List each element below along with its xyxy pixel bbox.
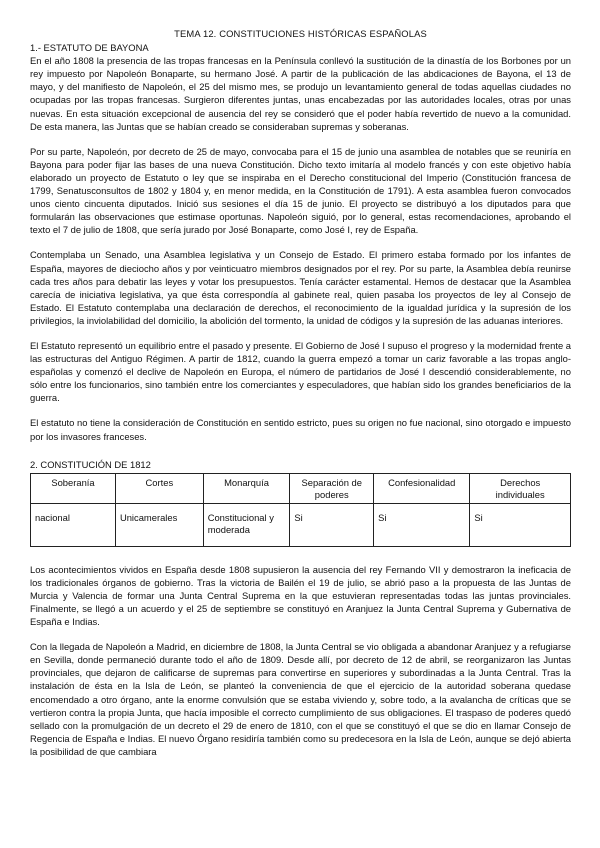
table-header-cell: Monarquía [203,473,290,503]
table-cell: Si [470,503,571,546]
constitution-summary-table [30,473,571,547]
section-1-heading: 1.- ESTATUTO DE BAYONA [30,42,149,54]
section-1-paragraph-4: El Estatuto representó un equilibrio entre el pasado y presente. El Gobierno de José I supuso el progreso y la modernidad frente a las estructuras del Antiguo Régimen. A partir de 1812, cuando la guerra empezó a tomar un cariz favorable a las tropas anglo-españolas y comenzó el declive de Napoleón en Europa, el número de partidarios de José I descendió considerablemente, no sólo entre los funcionarios, sino también entre los comerciantes y especuladores, que habían sido los grandes beneficiarios de la guerra. [30,339,571,404]
table-header-cell: Derechos individuales [470,473,571,503]
document-title: TEMA 12. CONSTITUCIONES HISTÓRICAS ESPAÑOLAS [174,28,427,39]
section-2-heading: 2. CONSTITUCIÓN DE 1812 [30,458,151,470]
table-cell: nacional [31,503,116,546]
table-header-cell: Confesionalidad [374,473,470,503]
section-1-paragraph-1: En el año 1808 la presencia de las tropas francesas en la Península conllevó la sustitución de la dinastía de los Borbones por un rey impuesto por Napoleón Bonaparte, su hermano José. A partir de la publicación de las abdicaciones de Bayona, el 13 de mayo, y del manifiesto de Napoleón, el 25 del mismo mes, se produjo un levantamiento general de todas aquellas ciudades no ocupadas por las tropas francesas. Surgieron diferentes juntas, unas encabezadas por las autoridades locales, otras por unas nuevas. En esta situación excepcional de ausencia del rey se consideró que el poder había revertido de nuevo a la comunidad. De esta manera, las Juntas que se habían creado se consideraban supremas y soberanas. [30,55,571,132]
table-cell: Si [374,503,470,546]
table-row [31,503,571,546]
table-cell: Si [290,503,374,546]
table-cell: Constitucional y moderada [203,503,290,546]
table-header-cell: Soberanía [31,473,116,503]
section-1-paragraph-2: Por su parte, Napoleón, por decreto de 25 de mayo, convocaba para el 15 de junio una asamblea de notables que se reuniría en Bayona para poder fijar las bases de una nueva Constitución. Dicho texto imitaría al modelo francés y con este objetivo había elaborado un proyecto de Estatuto o ley que se inspiraba en el Derecho constitucional del Imperio (Constitución francesa de 1799, Senatusconsultos de 1802 y 1804 y, en menor medida, en la Constitución de 1791). A esta asamblea fueron convocados unos ciento cincuenta diputados. Inició sus sesiones el día 15 de junio. El proyecto se distribuyó a los diputados para que formularán las observaciones que estimase oportunas. Napoleón siguió, por lo general, estas recomendaciones, aprobando el texto el 7 de julio de 1808, que sería jurado por José Bonaparte, como José I, rey de España. [30,145,571,236]
table-header-cell: Separación de poderes [290,473,374,503]
table-cell: Unicamerales [115,503,203,546]
section-1-paragraph-3: Contemplaba un Senado, una Asamblea legislativa y un Consejo de Estado. El primero estaba formado por los infantes de España, mayores de dieciocho años y por veinticuatro miembros designados por el rey. Por su parte, la Asamblea debía reunirse cada tres años para debatir las leyes y votar los presupuestos. Tenía carácter estamental. Hemos de destacar que la Asamblea carecía de iniciativa legislativa, ya que ésta correspondía al gabinete real, quien pasaba los proyectos de ley al Consejo de Estado. El Estatuto contemplaba una declaración de derechos, el reconocimiento de la igualdad jurídica y la supresión de los privilegios, la inviolabilidad del domicilio, la abolición del tormento, la unidad de códigos y la supresión de las aduanas interiores. [30,249,571,326]
table-header-row [31,473,571,503]
section-1-paragraph-5: El estatuto no tiene la consideración de Constitución en sentido estricto, pues su origen no fue nacional, sino otorgado e impuesto por los invasores franceses. [30,417,571,442]
section-2-paragraph-1: Los acontecimientos vividos en España desde 1808 supusieron la ausencia del rey Fernando VII y demostraron la ineficacia de los tradicionales órganos de gobierno. Tras la victoria de Bailén el 19 de julio, se abrió paso a la propuesta de las Juntas de Murcia y Valencia de formar una Junta Central Suprema en la que estuvieran representadas todas las juntas provinciales. Finalmente, se llegó a un acuerdo y el 25 de septiembre se constituyó en Aranjuez la Junta Central Suprema y Gubernativa de España e Indias. [30,563,571,628]
section-2-paragraph-2: Con la llegada de Napoleón a Madrid, en diciembre de 1808, la Junta Central se vio obligada a abandonar Aranjuez y a refugiarse en Sevilla, donde permaneció durante todo el año de 1809. Desde allí, por decreto de 12 de abril, se reorganizaron las Juntas provinciales, que dejaron de calificarse de supremas para convertirse en superiores y subordinadas a la Junta Central. Tras la instalación de ésta en la Isla de León, se planteó la conveniencia de que el ejercicio de la autoridad soberana quedase encomendado a otro órgano, ante la enorme convulsión que se estaba viviendo y, sobre todo, a la avalancha de críticas que se vertieron contra la propia Junta, que hacía imposible el correcto cumplimiento de sus obligaciones. El traspaso de poderes quedó sellado con la promulgación de un decreto el 29 de enero de 1810, con el que se constituyó el que se dio en llamar Consejo de Regencia de España e Indias. El nuevo Órgano residiría también como su predecesora en la Isla de León, aunque se dejó abierta la posibilidad de que cambiara [30,641,571,757]
table-header-cell: Cortes [115,473,203,503]
